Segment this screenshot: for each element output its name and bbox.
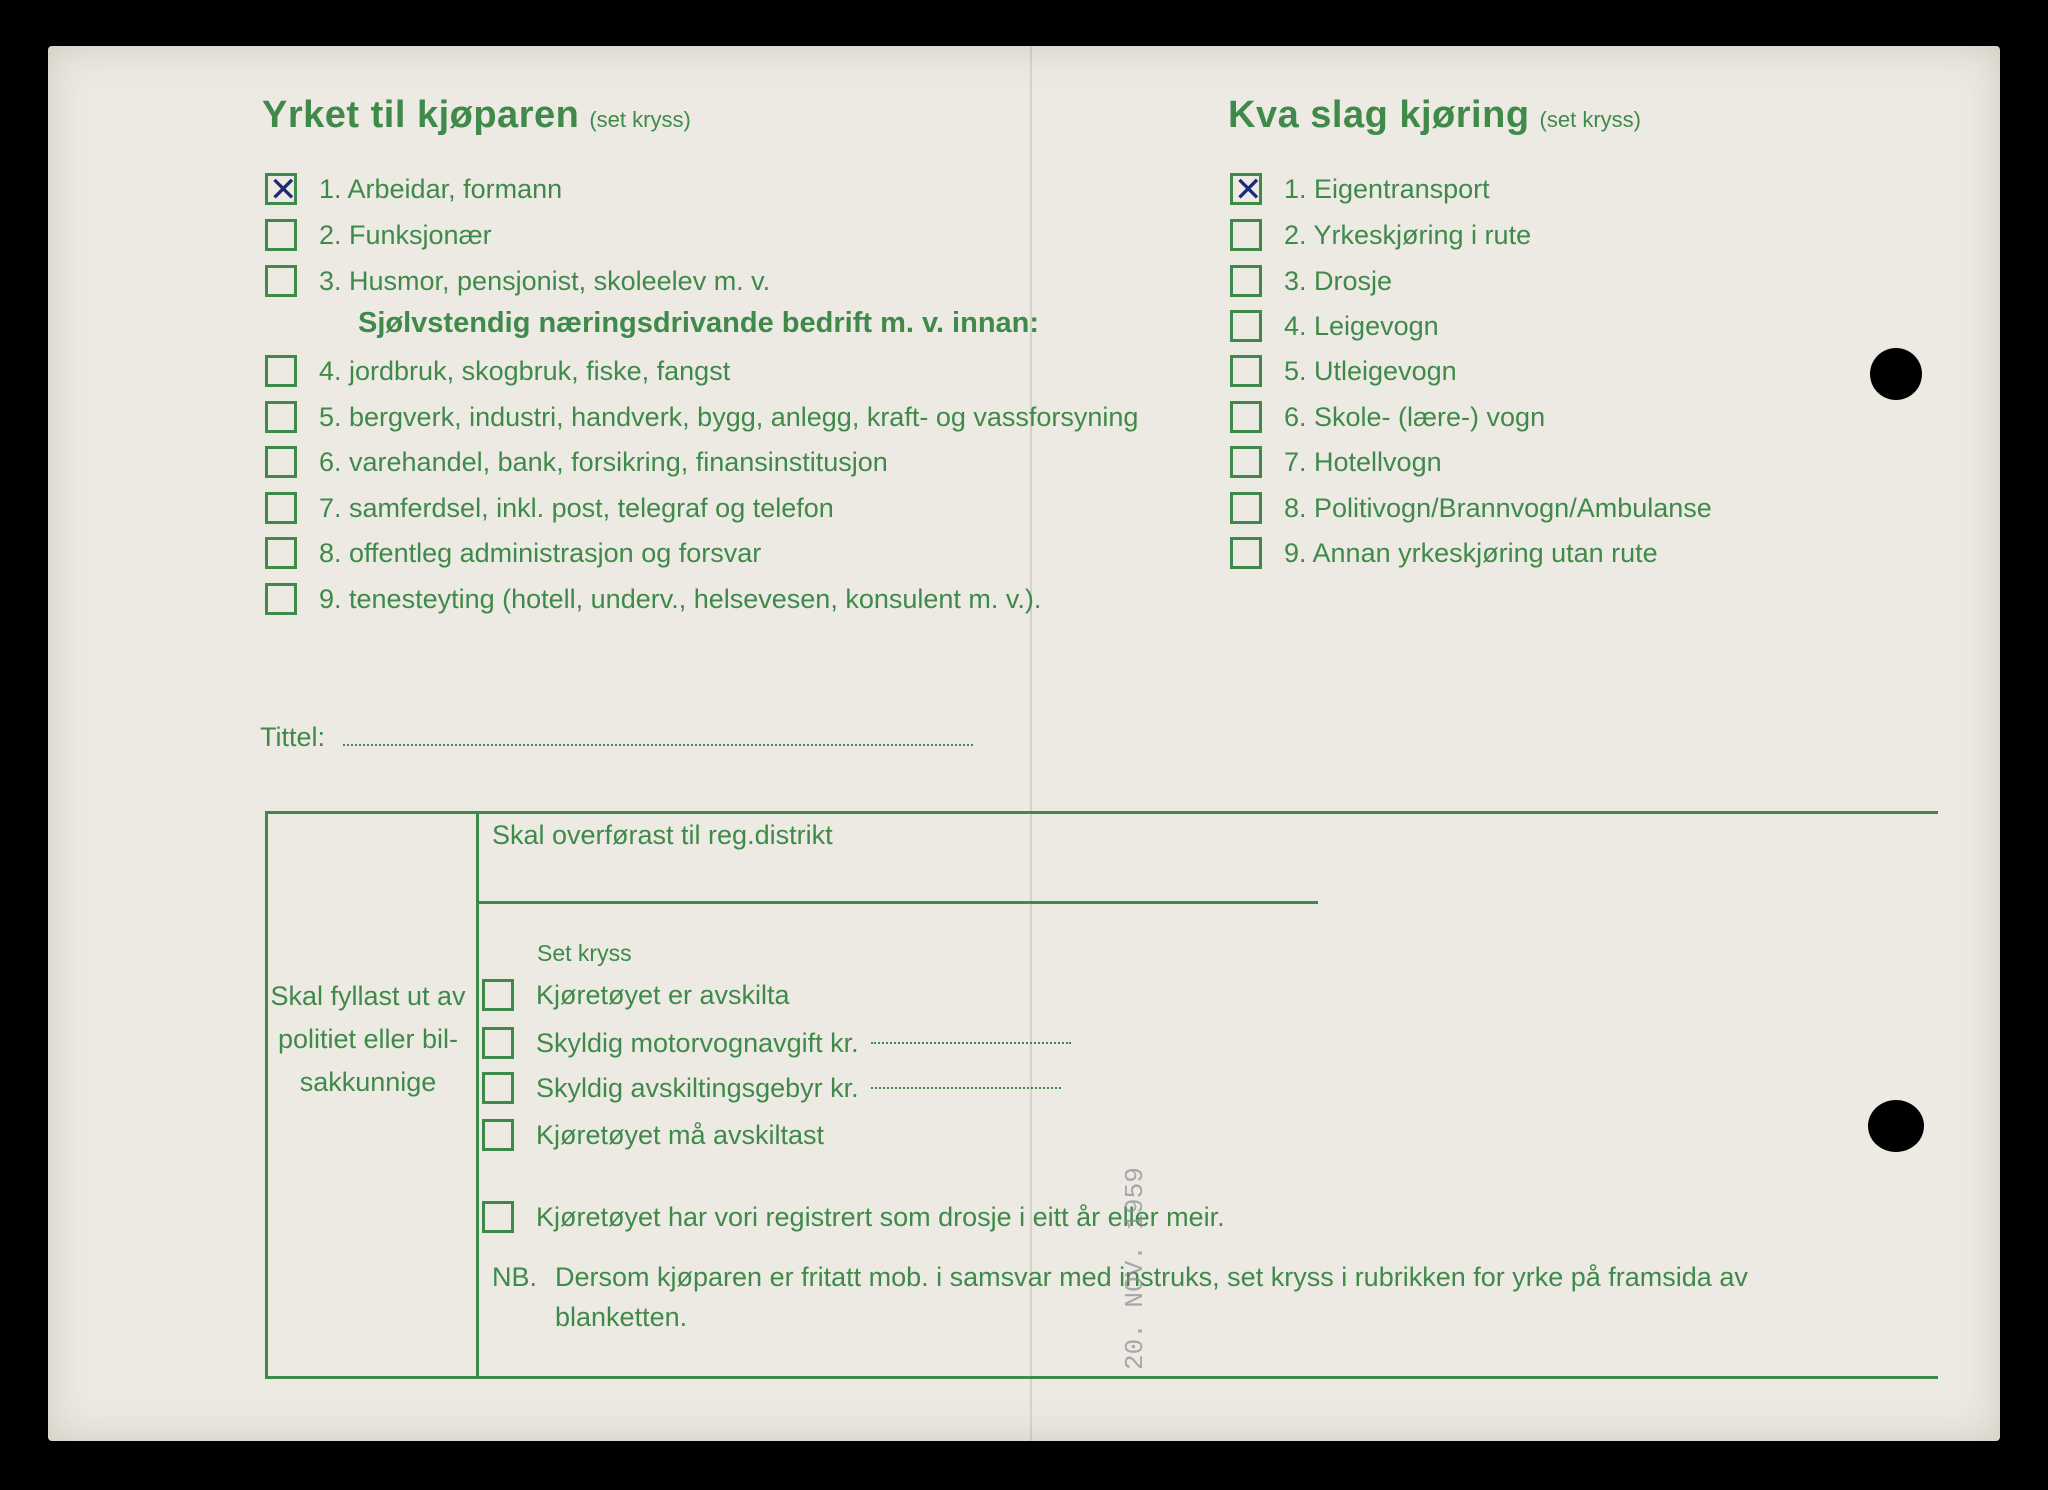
checkbox[interactable] (265, 537, 297, 569)
nb-label: NB. (492, 1262, 538, 1292)
right-section-hint: (set kryss) (1539, 107, 1641, 132)
checkbox[interactable] (482, 1119, 514, 1151)
checkbox[interactable] (482, 1072, 514, 1104)
checkbox[interactable] (1230, 355, 1262, 387)
box-bottom-border (265, 1376, 1938, 1379)
driving-type-option[interactable]: 8. Politivogn/Brannvogn/Ambulanse (1230, 489, 1712, 527)
checkbox[interactable] (265, 355, 297, 387)
occupation-option[interactable]: ✕ 1. Arbeidar, formann (265, 170, 562, 208)
checkbox[interactable] (265, 173, 297, 205)
driving-type-option[interactable]: 6. Skole- (lære-) vogn (1230, 398, 1545, 436)
checkbox[interactable] (265, 583, 297, 615)
box-top-border (265, 811, 1938, 814)
transfer-underline (478, 901, 1318, 904)
checkbox[interactable] (482, 1201, 514, 1233)
checkbox[interactable] (1230, 219, 1262, 251)
driving-type-option[interactable]: 9. Annan yrkeskjøring utan rute (1230, 534, 1658, 572)
title-label: Tittel: (260, 722, 326, 752)
self-employed-subheading: Sjølvstendig næringsdrivande bedrift m. v. innan: (358, 307, 1040, 339)
occupation-option[interactable]: 8. offentleg administrasjon og forsvar (265, 534, 761, 572)
occupation-option[interactable]: 9. tenesteyting (hotell, underv., helsevesen, konsulent m. v.). (265, 580, 1041, 618)
set-kryss-label: Set kryss (537, 940, 632, 966)
nb-text-line2: blanketten. (555, 1302, 688, 1332)
police-option[interactable]: Skyldig motorvognavgift kr. (482, 1024, 1071, 1062)
checkbox[interactable] (265, 219, 297, 251)
police-option[interactable]: Kjøretøyet må avskiltast (482, 1116, 824, 1154)
transfer-label: Skal overførast til reg.distrikt (492, 820, 833, 850)
title-input-line[interactable] (343, 744, 973, 746)
checkbox[interactable] (1230, 446, 1262, 478)
driving-type-option[interactable]: 5. Utleigevogn (1230, 352, 1457, 390)
checkbox[interactable] (1230, 265, 1262, 297)
police-side-label: Skal fyllast ut av politiet eller bil-sakkunnige (270, 981, 466, 1097)
occupation-option[interactable]: 6. varehandel, bank, forsikring, finansinstitusjon (265, 443, 888, 481)
checkbox[interactable] (265, 492, 297, 524)
driving-type-option[interactable]: 2. Yrkeskjøring i rute (1230, 216, 1531, 254)
police-option[interactable]: Kjøretøyet har vori registrert som drosje i eitt år eller meir. (482, 1198, 1225, 1236)
occupation-option[interactable]: 2. Funksjonær (265, 216, 492, 254)
left-section-hint: (set kryss) (589, 107, 691, 132)
checkbox[interactable] (482, 1027, 514, 1059)
checkbox[interactable] (482, 979, 514, 1011)
checkbox[interactable] (265, 401, 297, 433)
right-section-title: Kva slag kjøring (set kryss) (1228, 94, 1641, 136)
driving-type-option[interactable]: 4. Leigevogn (1230, 307, 1439, 345)
checkbox[interactable] (1230, 492, 1262, 524)
driving-type-option[interactable]: 7. Hotellvogn (1230, 443, 1442, 481)
occupation-option[interactable]: 7. samferdsel, inkl. post, telegraf og telefon (265, 489, 834, 527)
driving-type-option[interactable]: 3. Drosje (1230, 262, 1392, 300)
punch-hole (1868, 1100, 1924, 1152)
left-section-title: Yrket til kjøparen (set kryss) (262, 94, 691, 136)
date-stamp: 20. NOV. 1959 (1120, 1167, 1150, 1370)
checkbox[interactable] (1230, 401, 1262, 433)
occupation-option[interactable]: 5. bergverk, industri, handverk, bygg, anlegg, kraft- og vassforsyning (265, 398, 1138, 436)
checkbox[interactable] (265, 265, 297, 297)
police-option[interactable]: Skyldig avskiltingsgebyr kr. (482, 1069, 1061, 1107)
checkbox[interactable] (265, 446, 297, 478)
nb-text-line1: Dersom kjøparen er fritatt mob. i samsvar med instruks, set kryss i rubrikken for yrke på framsida av (555, 1262, 1748, 1292)
police-option[interactable]: Kjøretøyet er avskilta (482, 976, 790, 1014)
checkbox[interactable] (1230, 173, 1262, 205)
checkbox[interactable] (1230, 310, 1262, 342)
amount-line[interactable] (871, 1087, 1061, 1089)
driving-type-option[interactable]: ✕ 1. Eigentransport (1230, 170, 1490, 208)
amount-line[interactable] (871, 1042, 1071, 1044)
checkbox[interactable] (1230, 537, 1262, 569)
box-divider (476, 811, 479, 1379)
punch-hole (1870, 348, 1922, 400)
occupation-option[interactable]: 4. jordbruk, skogbruk, fiske, fangst (265, 352, 730, 390)
title-field[interactable] (260, 722, 973, 753)
occupation-option[interactable]: 3. Husmor, pensjonist, skoleelev m. v. (265, 262, 770, 300)
